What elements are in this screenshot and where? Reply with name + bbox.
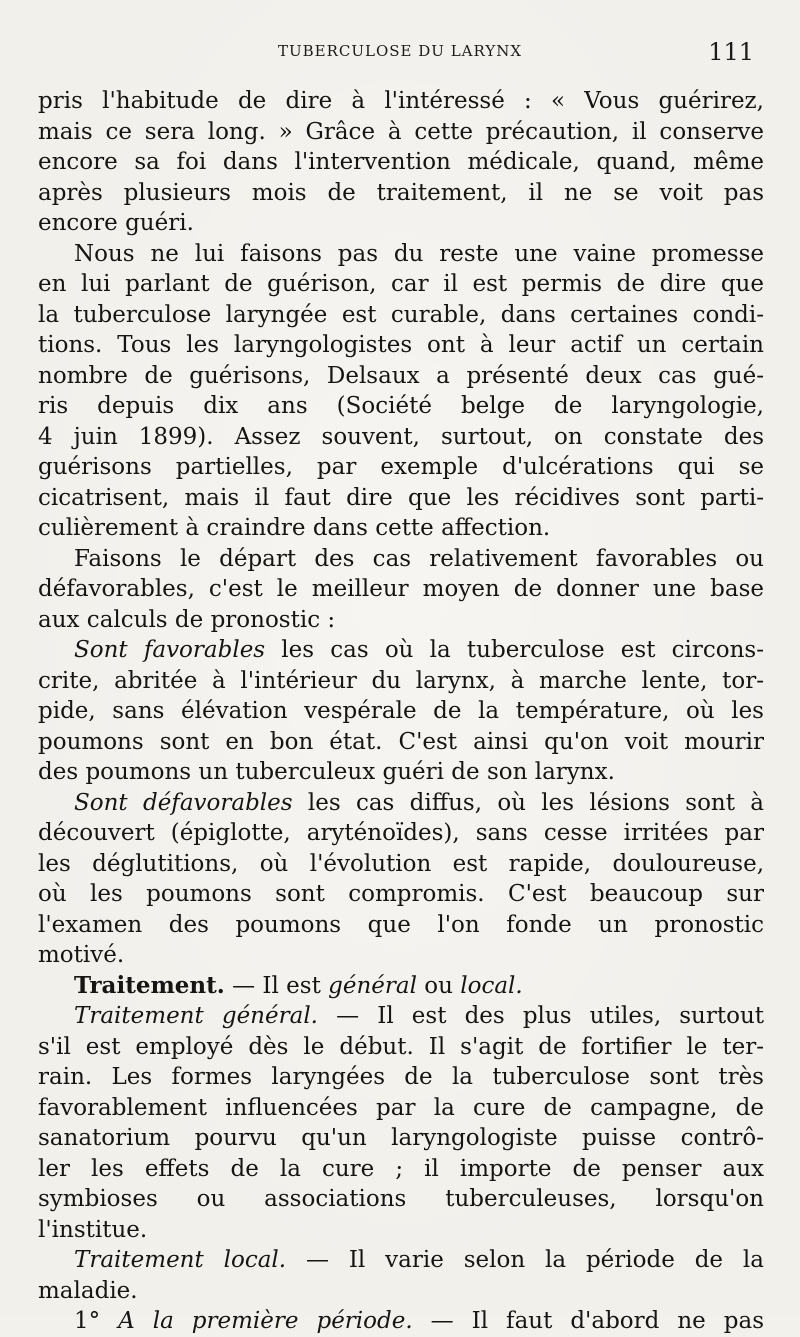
text-line-text: cicatrisent, mais il faut dire que les récidives sont parti- (38, 484, 764, 511)
text-line-text: défavorables, c'est le meilleur moyen de donner une base (38, 576, 764, 602)
text-line-lead: Sont défavorables (74, 789, 293, 816)
text-line-text: nombre de guérisons, Delsaux a présenté deux cas gué- (38, 362, 764, 389)
text-line-text: — Il varie selon la période de la (286, 1247, 764, 1273)
text-line-text: en lui parlant de guérison, car il est permis de dire que (38, 271, 764, 297)
text-line-text: les cas diffus, où les lésions sont à (292, 789, 764, 816)
text-line (38, 330, 764, 361)
text-line (38, 208, 764, 239)
text-line (38, 971, 764, 1002)
text-line (38, 239, 764, 270)
text-line-text: maladie. (38, 1277, 138, 1304)
text-line (38, 1154, 764, 1185)
text-line (38, 1093, 764, 1124)
text-line (38, 666, 764, 697)
text-line-text: culièrement à craindre dans cette affection. (38, 515, 551, 541)
text-line-lead: Sont favorables (74, 637, 266, 663)
text-line-text: encore sa foi dans l'intervention médicale, quand, même (38, 149, 764, 175)
text-line (38, 1306, 764, 1337)
text-line-text: sanatorium pourvu qu'un laryngologiste puisse contrô- (38, 1125, 764, 1151)
text-line (38, 422, 764, 453)
text-line-text: pris l'habitude de dire à l'intéressé : « Vous guérirez, (38, 88, 764, 114)
text-line-text: symbioses ou associations tuberculeuses, lorsqu'on (38, 1186, 764, 1212)
text-line (38, 757, 764, 788)
text-line (38, 1184, 764, 1215)
text-line-text: Nous ne lui faisons pas du reste une vaine promesse (74, 240, 764, 267)
text-line (38, 727, 764, 758)
page-number: 111 (708, 38, 754, 66)
text-line (38, 544, 764, 575)
text-line (38, 574, 764, 605)
text-line-lead: Traitement général. (74, 1003, 318, 1029)
text-line-bold-lead: Traitement. (74, 971, 225, 999)
text-line-text: les cas où la tuberculose est circons- (265, 637, 764, 663)
text-line (38, 117, 764, 148)
text-line-tail-it: général (328, 972, 417, 999)
text-line (38, 1123, 764, 1154)
text-line-text: — Il faut d'abord ne pas (412, 1308, 764, 1334)
text-line-text: s'il est employé dès le début. Il s'agit de fortifier le ter- (38, 1033, 764, 1060)
text-line-text: aux calculs de pronostic : (38, 606, 336, 633)
text-line-text: ler les effets de la cure ; il importe de penser aux (38, 1155, 764, 1182)
text-line-text: — Il est des plus utiles, surtout (318, 1003, 764, 1029)
text-line-text: la tuberculose laryngée est curable, dans certaines condi- (38, 301, 764, 328)
text-line-text: l'examen des poumons que l'on fonde un pronostic (38, 911, 764, 938)
text-line (38, 605, 764, 636)
text-line-text: 4 juin 1899). Assez souvent, surtout, on constate des (38, 423, 764, 450)
text-line-text: tions. Tous les laryngologistes ont à leur actif un certain (38, 332, 764, 358)
text-line (38, 269, 764, 300)
text-line-text: mais ce sera long. » Grâce à cette précaution, il conserve (38, 118, 764, 145)
text-line (38, 788, 764, 819)
text-line-text2: ou (416, 972, 461, 999)
text-line-text: — Il est (224, 972, 329, 999)
text-line-lead: Traitement local. (74, 1247, 287, 1273)
text-line (38, 452, 764, 483)
text-line (38, 849, 764, 880)
text-line-text: découvert (épiglotte, aryténoïdes), sans cesse irritées par (38, 820, 764, 846)
text-line-text: pide, sans élévation vespérale de la température, où les (38, 698, 764, 724)
text-line-tail-it2: local. (460, 972, 523, 999)
running-title: TUBERCULOSE DU LARYNX (277, 42, 523, 60)
text-line-text: poumons sont en bon état. C'est ainsi qu'on voit mourir (38, 728, 764, 755)
text-line (38, 361, 764, 392)
text-line-text: rain. Les formes laryngées de la tuberculose sont très (38, 1064, 764, 1090)
text-line (38, 879, 764, 910)
text-line (38, 1276, 764, 1307)
text-line (38, 1245, 764, 1276)
text-line-lead: A la première période. (100, 1308, 413, 1334)
text-line (38, 910, 764, 941)
text-line (38, 818, 764, 849)
text-line-text: des poumons un tuberculeux guéri de son larynx. (38, 759, 615, 785)
text-line-text: favorablement influencées par la cure de campagne, de (38, 1094, 764, 1121)
text-line (38, 513, 764, 544)
text-line-text: après plusieurs mois de traitement, il ne se voit pas (38, 179, 764, 206)
running-head (0, 38, 800, 68)
text-line (38, 483, 764, 514)
text-line (38, 1215, 764, 1246)
text-line (38, 1062, 764, 1093)
text-line-text: guérisons partielles, par exemple d'ulcérations qui se (38, 454, 764, 480)
text-line (38, 1032, 764, 1063)
body-text (38, 86, 764, 1337)
text-line (38, 300, 764, 331)
text-line-text: Faisons le départ des cas relativement favorables ou (74, 545, 764, 572)
text-line-text: motivé. (38, 942, 125, 968)
text-line (38, 940, 764, 971)
text-line-text: où les poumons sont compromis. C'est beaucoup sur (38, 881, 764, 907)
text-line (38, 147, 764, 178)
text-line-text: encore guéri. (38, 210, 194, 236)
text-line (38, 86, 764, 117)
text-line-text: ris depuis dix ans (Société belge de laryngologie, (38, 393, 764, 419)
text-line-text: l'institue. (38, 1216, 148, 1243)
text-line (38, 696, 764, 727)
text-line (38, 635, 764, 666)
text-line-num: 1° (74, 1308, 101, 1334)
text-line-text: crite, abritée à l'intérieur du larynx, à marche lente, tor- (38, 667, 764, 694)
text-line-text: les déglutitions, où l'évolution est rapide, douloureuse, (38, 850, 764, 877)
text-line (38, 178, 764, 209)
text-line (38, 391, 764, 422)
text-line (38, 1001, 764, 1032)
